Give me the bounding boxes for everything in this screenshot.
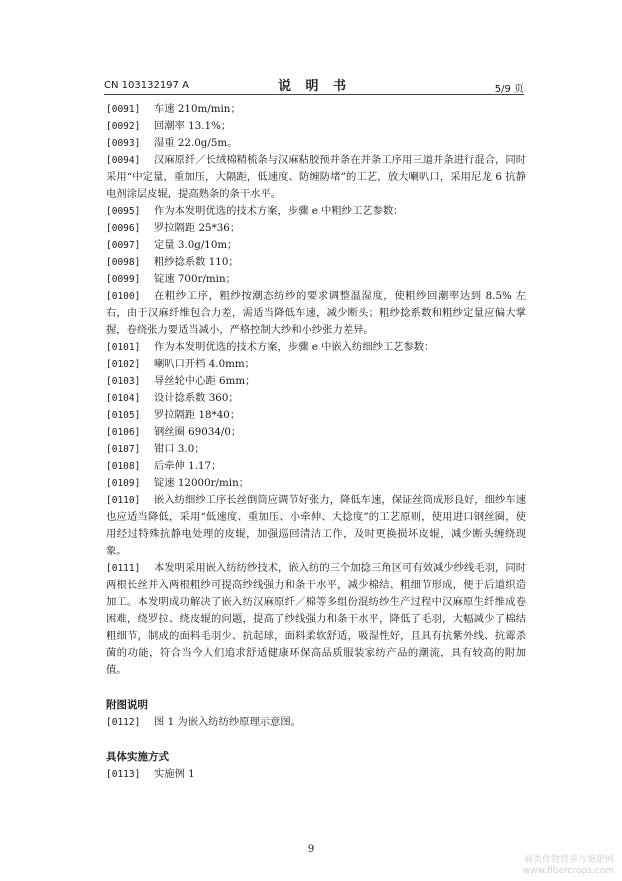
paragraph xyxy=(106,766,526,783)
watermark xyxy=(523,855,614,877)
paragraph xyxy=(106,220,526,237)
paragraph-text: 钢丝圈 69034/0； xyxy=(154,426,242,438)
watermark-line-2: www.fibercrops.com xyxy=(523,866,614,876)
paragraph-number: [0113] xyxy=(106,769,141,780)
paragraph-text: 喇叭口开档 4.0mm； xyxy=(154,358,255,370)
paragraph-list-a xyxy=(106,101,526,679)
paragraph-text: 锭速 12000r/min； xyxy=(154,477,249,489)
paragraph xyxy=(106,339,526,356)
page-header xyxy=(104,74,524,95)
page-indicator: 5/9 页 xyxy=(494,84,524,95)
paragraph xyxy=(106,714,526,731)
paragraph-number: [0104] xyxy=(106,393,141,404)
paragraph-text: 罗拉隔距 25*36； xyxy=(154,222,241,234)
paragraph-number: [0092] xyxy=(106,121,141,132)
paragraph xyxy=(106,424,526,441)
paragraph-text: 在粗纱工序，粗纱按潮态纺纱的要求调整温湿度，使粗纱回潮率达到 8.5% 左右，由于汉麻纤维包合力差，需适当降低车速，减少断头；粗纱捻系数和粗纱定量应偏大掌握，卷绕张力要适当减小，严格控制大纱和小纱张力差异。 xyxy=(106,290,526,336)
paragraph xyxy=(106,407,526,424)
paragraph xyxy=(106,458,526,475)
paragraph xyxy=(106,135,526,152)
paragraph-number: [0111] xyxy=(106,563,141,574)
paragraph-number: [0099] xyxy=(106,274,141,285)
paragraph xyxy=(106,475,526,492)
paragraph xyxy=(106,152,526,203)
paragraph-number: [0102] xyxy=(106,359,141,370)
paragraph xyxy=(106,254,526,271)
paragraph-text: 锭速 700r/min； xyxy=(154,273,236,285)
document-title: 说 明 书 xyxy=(278,79,352,94)
paragraph-number: [0097] xyxy=(106,240,141,251)
paragraph xyxy=(106,390,526,407)
paragraph-text: 回潮率 13.1%； xyxy=(154,120,232,132)
section-heading-figures: 附图说明 xyxy=(106,699,148,711)
paragraph-text: 导丝轮中心距 6mm； xyxy=(154,375,256,387)
paragraph-text: 车速 210m/min； xyxy=(154,103,241,115)
paragraph-text: 嵌入纺细纱工序长丝倒筒应调节好张力，降低车速，保证丝筒成形良好，细纱车速也应适当降低，采用“低速度、重加压、小牵伸、大捻度”的工艺原则，使用进口钢丝圈，使用经过特殊抗静电处理的皮辊，加强巡回清洁工作，及时更换损坏皮辊，减少断头缠绕现象。 xyxy=(106,494,526,557)
paragraph-text: 作为本发明优选的技术方案，步骤 e 中嵌入纺细纱工艺参数： xyxy=(154,341,435,353)
paragraph xyxy=(106,288,526,339)
document-body xyxy=(106,101,526,783)
paragraph-text: 罗拉隔距 18*40； xyxy=(154,409,241,421)
paragraph-number: [0091] xyxy=(106,104,141,115)
paragraph-number: [0093] xyxy=(106,138,141,149)
paragraph-text: 汉麻原纤／长绒棉精梳条与汉麻粘胶预并条在并条工序用三道并条进行混合，同时采用“中定量，重加压，大隔距，低速度、防缠防堵”的工艺，放大喇叭口，采用尼龙 6 抗静电剂涂层皮辊，提高熟条的条干水平。 xyxy=(106,154,526,200)
paragraph-number: [0106] xyxy=(106,427,141,438)
paragraph-text: 本发明采用嵌入纺纺纱技术，嵌入纺的三个加捻三角区可有效减少纱线毛羽，同时两根长丝并入两根粗纱可提高纱线强力和条干水平，减少棉结、粗细节形成，便于后道织造加工。本发明成功解决了嵌入纺汉麻原纤／棉等多组份混纺纱生产过程中汉麻原生纤维成卷困难，绕罗拉、绕皮辊的问题，提高了纱线强力和条干水平，降低了毛羽，大幅减少了棉结粗细节，制成的面料毛羽少、抗起球，面料柔软舒适，吸湿性好，且具有抗紫外线、抗霉杀菌的功能，符合当今人们追求舒适健康环保高品质服装家纺产品的潮流，具有较高的附加值。 xyxy=(106,562,526,676)
paragraph xyxy=(106,356,526,373)
paragraph xyxy=(106,203,526,220)
paragraph-number: [0094] xyxy=(106,155,141,166)
paragraph-text: 定量 3.0g/10m； xyxy=(154,239,238,251)
paragraph xyxy=(106,101,526,118)
paragraph xyxy=(106,373,526,390)
paragraph-text: 实施例 1 xyxy=(154,768,195,780)
paragraph-text: 设计捻系数 360； xyxy=(154,392,239,404)
paragraph-number: [0095] xyxy=(106,206,141,217)
paragraph-text: 作为本发明优选的技术方案，步骤 e 中粗纱工艺参数： xyxy=(154,205,404,217)
paragraph-number: [0098] xyxy=(106,257,141,268)
paragraph-number: [0107] xyxy=(106,444,141,455)
paragraph-text: 湿重 22.0g/5m。 xyxy=(154,137,238,149)
paragraph-number: [0100] xyxy=(106,291,141,302)
paragraph xyxy=(106,271,526,288)
paragraph-number: [0110] xyxy=(106,495,141,506)
paragraph-list-c xyxy=(106,766,526,783)
paragraph-text: 粗纱捻系数 110； xyxy=(154,256,239,268)
paragraph-list-b xyxy=(106,714,526,731)
paragraph-number: [0103] xyxy=(106,376,141,387)
section-heading-embodiments: 具体实施方式 xyxy=(106,751,169,763)
paragraph-number: [0109] xyxy=(106,478,141,489)
paragraph-number: [0096] xyxy=(106,223,141,234)
page-number: 9 xyxy=(307,844,315,855)
paragraph-text: 图 1 为嵌入纺纺纱原理示意图。 xyxy=(154,716,301,728)
paragraph xyxy=(106,237,526,254)
paragraph xyxy=(106,118,526,135)
paragraph-number: [0101] xyxy=(106,342,141,353)
patent-number: CN 103132197 A xyxy=(104,80,189,91)
paragraph-number: [0108] xyxy=(106,461,141,472)
paragraph-number: [0105] xyxy=(106,410,141,421)
paragraph xyxy=(106,560,526,679)
paragraph-number: [0112] xyxy=(106,717,141,728)
watermark-line-1: 麻类作物营养与施肥网 xyxy=(523,855,614,865)
paragraph xyxy=(106,492,526,560)
paragraph-text: 钳口 3.0； xyxy=(154,443,205,455)
paragraph-text: 后牵伸 1.17； xyxy=(154,460,222,472)
paragraph xyxy=(106,441,526,458)
